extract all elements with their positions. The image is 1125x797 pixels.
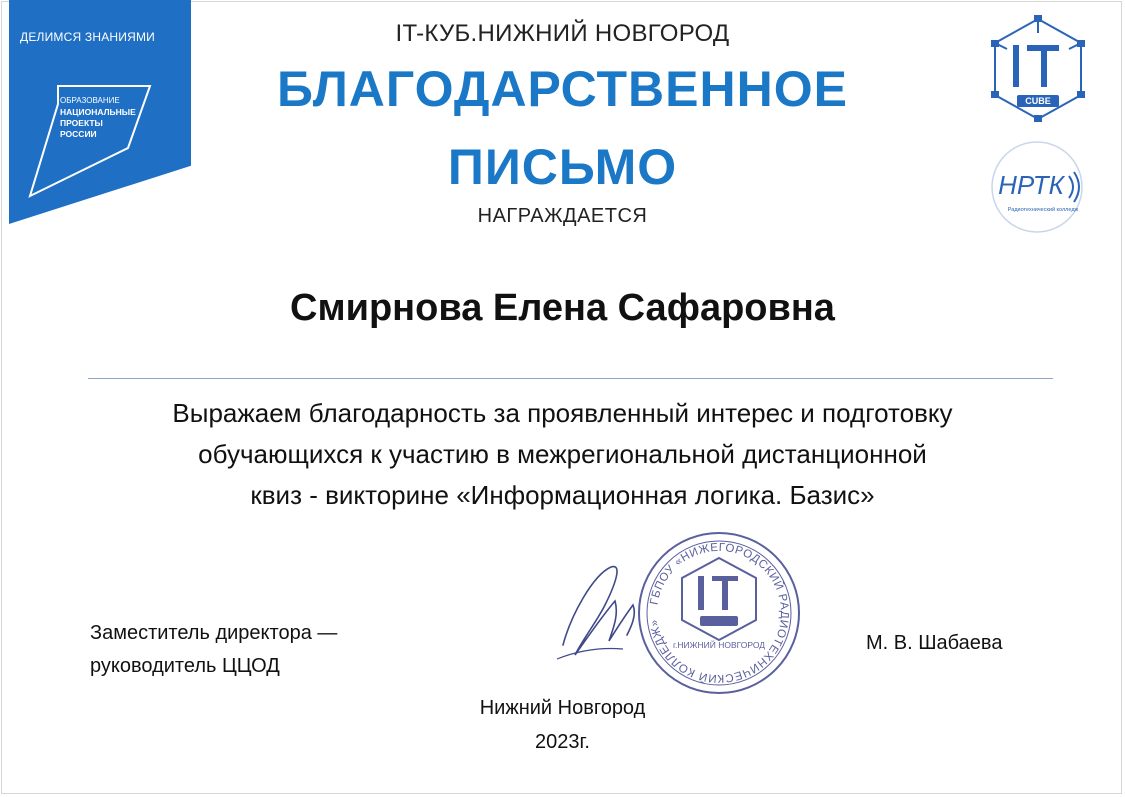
message-line: обучающихся к участию в межрегиональной дистанционной [198, 439, 927, 469]
issue-place-date [0, 691, 1125, 759]
document-title-line2: ПИСЬМО [447, 139, 678, 195]
stamp-center-text: г.НИЖНИЙ НОВГОРОД [672, 640, 766, 650]
svg-text:ГБПОУ «НИЖЕГОРОДСКИЙ РАДИОТЕХН [648, 542, 790, 684]
badge-title: ДЕЛИМСЯ ЗНАНИЯМИ [20, 30, 155, 44]
awarded-label: НАГРАЖДАЕТСЯ [477, 205, 648, 227]
issue-city: Нижний Новгород [479, 697, 646, 719]
organization-name: IT-КУБ.НИЖНИЙ НОВГОРОД [395, 20, 730, 47]
signatory-position-line1: Заместитель директора — [90, 622, 338, 644]
document-title-line1: БЛАГОДАРСТВЕННОЕ [277, 61, 848, 117]
nrtk-college-logo [985, 140, 1089, 235]
gratitude-message [60, 393, 1065, 516]
message-line: Выражаем благодарность за проявленный интерес и подготовку [172, 398, 953, 428]
it-cube-logo-text: CUBE [1025, 96, 1051, 106]
nrtk-logo-text: НРТК [998, 170, 1064, 200]
signatory-position-line2: руководитель ЦЦОД [90, 655, 280, 677]
message-line: квиз - викторине «Информационная логика. Базис» [250, 480, 875, 510]
badge-education-label: ОБРАЗОВАНИЕ [60, 96, 120, 105]
divider-line [88, 378, 1053, 379]
issue-year: 2023г. [535, 731, 590, 753]
it-cube-logo [983, 13, 1093, 125]
signatory-position [90, 617, 337, 683]
official-stamp [634, 528, 804, 698]
stamp-ring-text: ГБПОУ «НИЖЕГОРОДСКИЙ РАДИОТЕХНИЧЕСКИЙ КОЛЛЕДЖ» [648, 541, 791, 685]
badge-projects-label: НАЦИОНАЛЬНЫЕ ПРОЕКТЫ РОССИИ [60, 107, 136, 139]
nrtk-logo-subtitle: Радиотехнический колледж [1007, 207, 1079, 213]
signatory-name: М. В. Шабаева [866, 632, 1003, 654]
recipient-name: Смирнова Елена Сафаровна [290, 287, 835, 329]
handwritten-signature [553, 555, 641, 675]
